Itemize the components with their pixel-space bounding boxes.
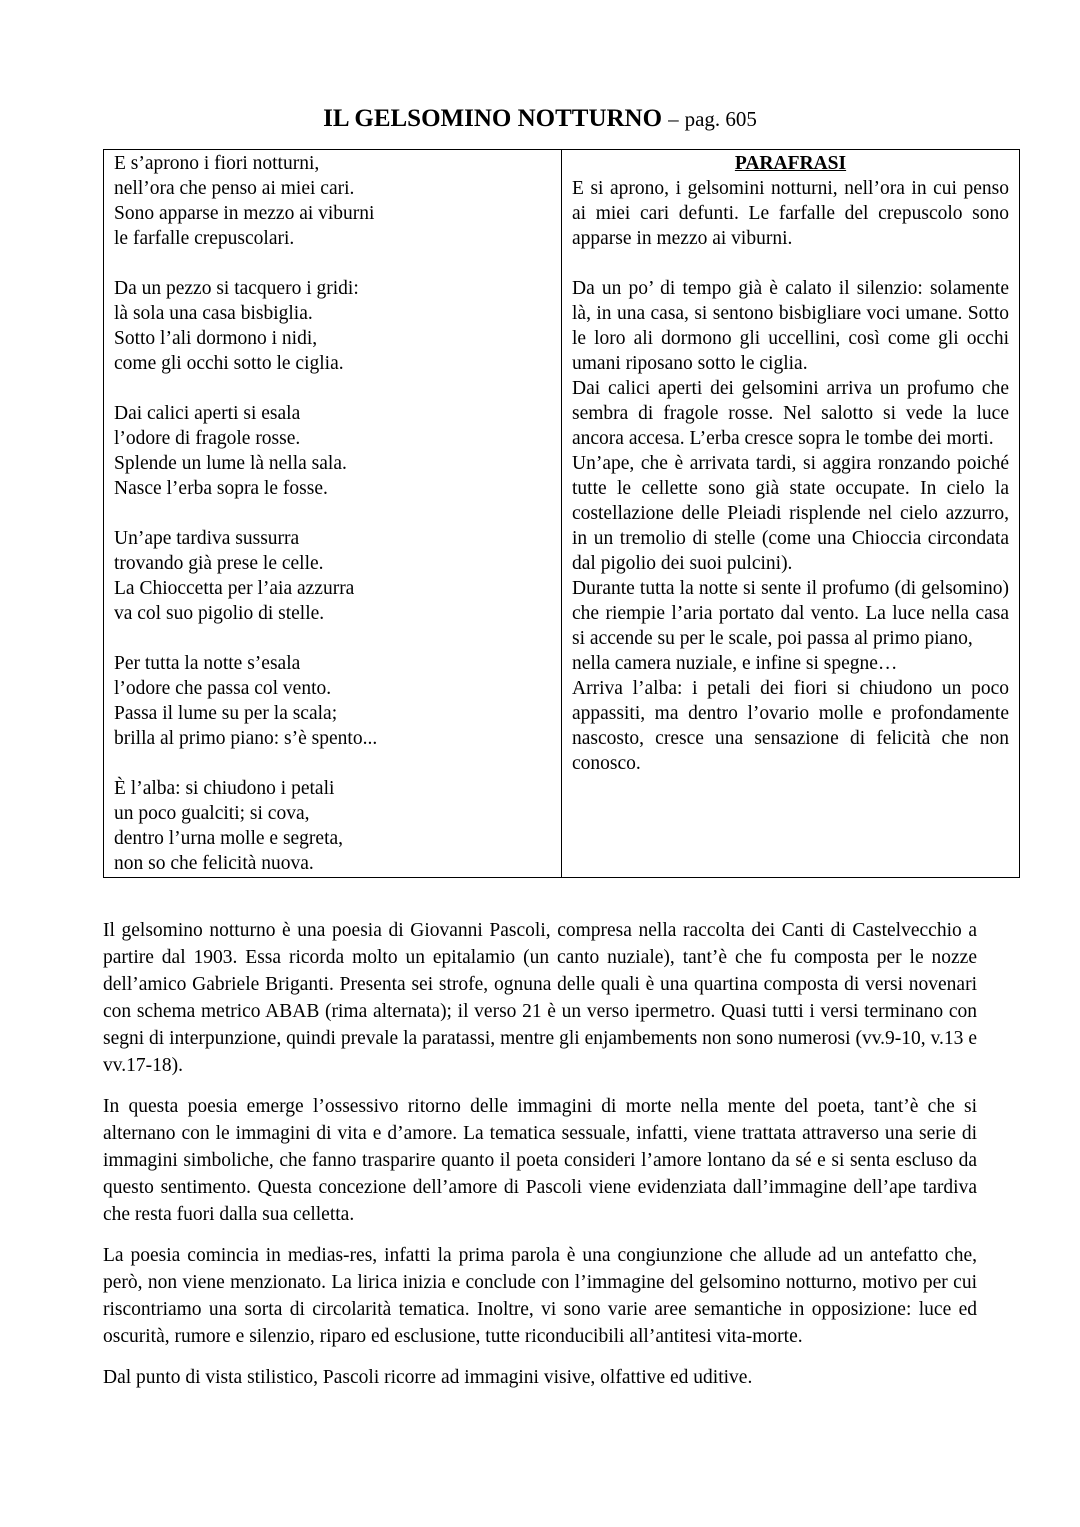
stanza-2 (114, 276, 551, 376)
verse-line: va col suo pigolio di stelle. (114, 603, 325, 624)
verse-line: E s’aprono i fiori notturni, (114, 153, 320, 174)
verse-line: Splende un lume là nella sala. (114, 453, 347, 474)
verse-line: La Chioccetta per l’aia azzurra (114, 578, 355, 599)
commentary-paragraph-4: Dal punto di vista stilistico, Pascoli ricorre ad immagini visive, olfattive ed uditive. (103, 1367, 753, 1388)
verse-line: un poco gualciti; si cova, (114, 803, 310, 824)
stanza-6 (114, 776, 551, 876)
verse-line: là sola una casa bisbiglia. (114, 303, 313, 324)
paraphrase-column (562, 150, 1020, 878)
stanza-3 (114, 401, 551, 501)
verse-line: Sono apparse in mezzo ai viburni (114, 203, 375, 224)
verse-line: l’odore di fragole rosse. (114, 428, 301, 449)
verse-line: come gli occhi sotto le ciglia. (114, 353, 344, 374)
paraphrase-block-3: Dai calici aperti dei gelsomini arriva un profumo che sembra di fragole rosse. Nel salotto si vede la luce ancora accesa. L’erba cresce sopra le tombe dei morti. (572, 378, 1009, 449)
verse-line: Dai calici aperti si esala (114, 403, 301, 424)
title-separator: – (668, 107, 679, 131)
verse-line: brilla al primo piano: s’è spento... (114, 728, 378, 749)
commentary (103, 917, 977, 1405)
verse-line: È l’alba: si chiudono i petali (114, 778, 335, 799)
paraphrase-heading: PARAFRASI (734, 153, 847, 174)
verse-line: l’odore che passa col vento. (114, 678, 332, 699)
verse-line: Da un pezzo si tacquero i gridi: (114, 278, 359, 299)
page-title (0, 103, 1080, 135)
verse-line: nell’ora che penso ai miei cari. (114, 178, 355, 199)
paraphrase-block-6: nella camera nuziale, e infine si spegne… (572, 653, 898, 674)
page-reference: pag. 605 (684, 107, 757, 131)
verse-line: le farfalle crepuscolari. (114, 228, 295, 249)
stanza-5 (114, 651, 551, 751)
poem-table (103, 149, 1020, 878)
verse-line: dentro l’urna molle e segreta, (114, 828, 344, 849)
poem-title: IL GELSOMINO NOTTURNO (323, 105, 663, 132)
commentary-paragraph-2: In questa poesia emerge l’ossessivo ritorno delle immagini di morte nella mente del poeta, tant’è che si alternano con le immagini di vita e d’amore. La tematica sessuale, infatti, viene trattata attraverso una serie di immagini simboliche, che fanno trasparire quanto il poeta consideri l’amore lontano da sé e si senta escluso da questo sentimento. Questa concezione dell’amore di Pascoli viene evidenziata dall’immagine dell’ape tardiva che resta fuori dalla sua celletta. (103, 1096, 977, 1225)
paraphrase-block-4: Un’ape, che è arrivata tardi, si aggira ronzando poiché tutte le cellette sono già state occupate. In cielo la costellazione delle Pleiadi risplende nel cielo azzurro, in un tremolio di stelle (come una Chioccia circondata dal pigolio dei suoi pulcini). (572, 453, 1009, 574)
paraphrase-block-7: Arriva l’alba: i petali dei fiori si chiudono un poco appassiti, ma dentro l’ovario molle e profondamente nascosto, cresce una sensazione di felicità che non conosco. (572, 678, 1009, 774)
verse-line: Sotto l’ali dormono i nidi, (114, 328, 318, 349)
verse-line: Passa il lume su per la scala; (114, 703, 338, 724)
verse-line: Per tutta la notte s’esala (114, 653, 301, 674)
verse-line: Nasce l’erba sopra le fosse. (114, 478, 328, 499)
paraphrase-block-2: Da un po’ di tempo già è calato il silenzio: solamente là, in una casa, si sentono bisbigliare voci umane. Sotto le loro ali dormono gli uccellini, così come gli occhi umani riposano sotto le ciglia. (572, 278, 1009, 374)
verse-line: Un’ape tardiva sussurra (114, 528, 300, 549)
verse-line: non so che felicità nuova. (114, 853, 314, 874)
poem-column (104, 150, 562, 878)
commentary-paragraph-3: La poesia comincia in medias-res, infatti la prima parola è una congiunzione che allude ad un antefatto che, però, non viene menzionato. La lirica inizia e conclude con l’immagine del gelsomino notturno, motivo per cui riscontriamo una sorta di circolarità tematica. Inoltre, vi sono varie aree semantiche in opposizione: luce ed oscurità, rumore e silenzio, riparo ed esclusione, tutte riconducibili all’antitesi vita-morte. (103, 1245, 977, 1347)
paraphrase-block-1: E si aprono, i gelsomini notturni, nell’ora in cui penso ai miei cari defunti. Le farfalle del crepuscolo sono apparse in mezzo ai viburni. (572, 178, 1009, 249)
stanza-4 (114, 526, 551, 626)
stanza-1 (114, 151, 551, 251)
verse-line: trovando già prese le celle. (114, 553, 324, 574)
commentary-paragraph-1: Il gelsomino notturno è una poesia di Giovanni Pascoli, compresa nella raccolta dei Canti di Castelvecchio a partire dal 1903. Essa ricorda molto un epitalamio (un canto nuziale), tant’è che fu composta per le nozze dell’amico Gabriele Briganti. Presenta sei strofe, ognuna delle quali è una quartina composta di versi novenari con schema metrico ABAB (rima alternata); il verso 21 è un verso ipermetro. Quasi tutti i versi terminano con segni di interpunzione, quindi prevale la paratassi, mentre gli enjambements non sono numerosi (vv.9-10, v.13 e vv.17-18). (103, 920, 977, 1076)
paraphrase-block-5: Durante tutta la notte si sente il profumo (di gelsomino) che riempie l’aria portato dal vento. La luce nella casa si accende su per le scale, poi passa al primo piano, (572, 578, 1009, 649)
